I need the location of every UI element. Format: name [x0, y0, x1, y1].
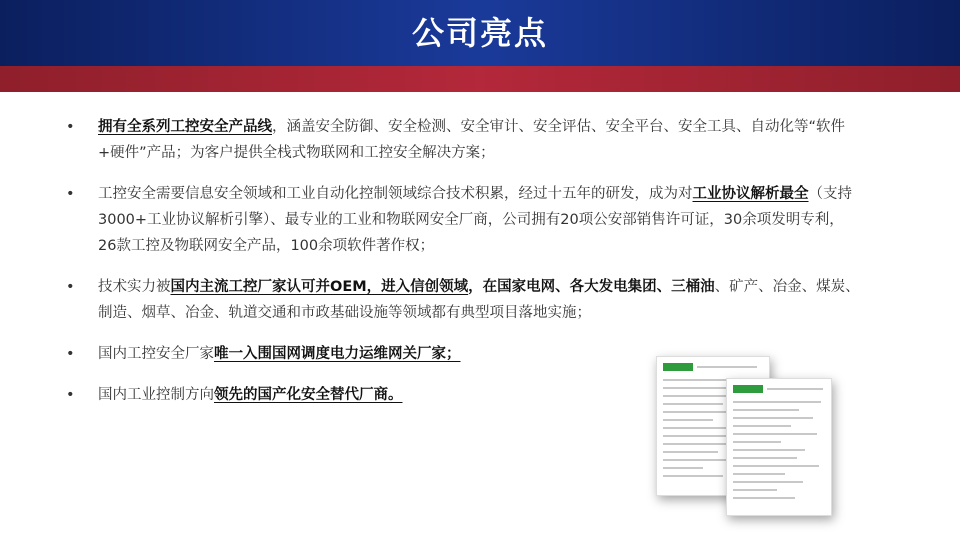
- bullet-marker: •: [66, 387, 75, 403]
- body-text: （支持3000+工业协议解析引擎）、最专业的工业和物联网安全厂商，公司拥有20项公安部销售许可证，30余项发明专利，26款工控及物联网安全产品，100余项软件著作权；: [98, 186, 852, 254]
- highlight-text: 工业协议解析最全: [692, 186, 809, 202]
- bullet-marker: •: [66, 186, 75, 202]
- body-text: 国内工业控制方向: [98, 387, 214, 403]
- body-text: 、矿产、冶金、煤炭、制造、烟草、冶金、轨道交通和市政基础设施等领域都有典型项目落地实施；: [98, 279, 860, 321]
- certificate-documents-image: [652, 356, 852, 526]
- bullet-marker: •: [66, 119, 75, 135]
- highlight-text: 拥有全系列工控安全产品线: [98, 119, 272, 135]
- highlight-text: 国内主流工控厂家认可并OEM，进入信创领域: [170, 279, 469, 295]
- list-item: [62, 181, 862, 259]
- body-text: 技术实力被: [98, 279, 171, 295]
- accent-bar: [0, 66, 960, 92]
- company-logo: [663, 363, 693, 371]
- company-logo: [733, 385, 763, 393]
- body-text: 工控安全需要信息安全领域和工业自动化控制领域综合技术积累，经过十五年的研发，成为对: [98, 186, 693, 202]
- body-text: 国内工控安全厂家: [98, 346, 214, 362]
- list-item: [62, 274, 862, 326]
- highlight-text: ，: [468, 279, 483, 295]
- document-page: [726, 378, 832, 516]
- list-item: [62, 114, 862, 166]
- highlight-text: 领先的国产化安全替代厂商。: [214, 387, 403, 403]
- body-text: ，涵盖安全防御、安全检测、安全审计、安全评估、安全平台、安全工具、自动化等“软件+硬件”产品；为客户提供全栈式物联网和工控安全解决方案；: [98, 119, 846, 161]
- bullet-marker: •: [66, 279, 75, 295]
- highlight-text: 唯一入围国网调度电力运维网关厂家；: [214, 346, 461, 362]
- highlight-text: 在国家电网、各大发电集团、三桶油: [482, 279, 715, 295]
- bullet-marker: •: [66, 346, 75, 362]
- page-title: 公司亮点: [411, 14, 548, 52]
